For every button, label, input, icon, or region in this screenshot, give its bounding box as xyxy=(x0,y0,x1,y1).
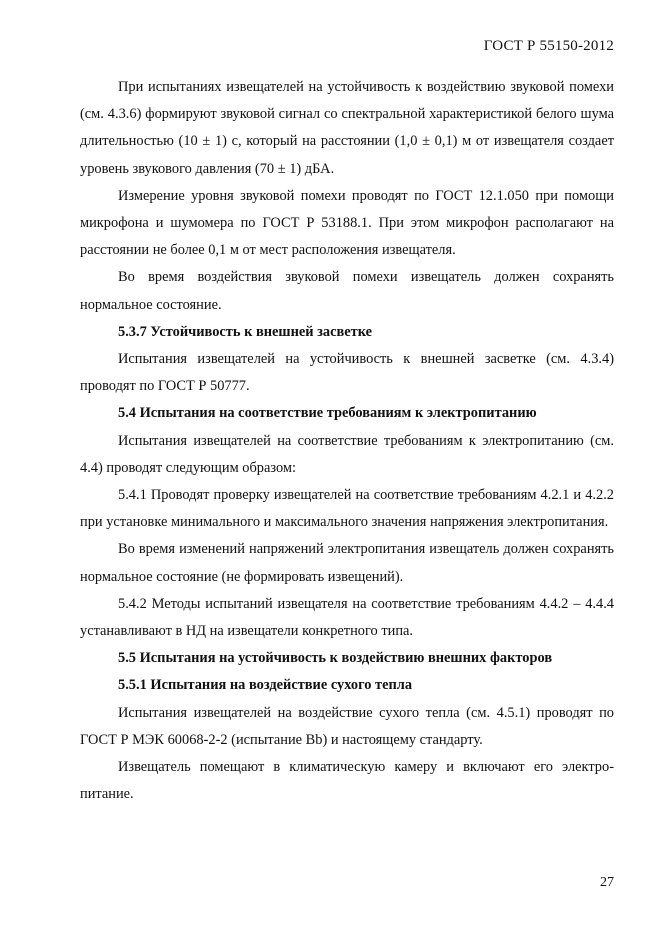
heading-5-3-7: 5.3.7 Устойчивость к внешней засветке xyxy=(118,323,373,340)
heading-5-5-1: 5.5.1 Испытания на воздействие сухого тепла xyxy=(118,677,413,694)
paragraph-power-test-intro: Испытания извещателей на соответствие требованиям к электропитанию (см. 4.4) проводят следующим образом: xyxy=(80,432,614,476)
paragraph-climate-chamber: Извещатель помещают в климатическую камеру и включают его электропитание. xyxy=(80,759,614,803)
paragraph-voltage-change-state: Во время изменений напряжений электропитания извещатель должен сохранять нормальное состояние (не формировать извещений). xyxy=(80,541,614,585)
page-number: 27 xyxy=(600,875,614,890)
paragraph-5-4-1: 5.4.1 Проводят проверку извещателей на соответствие требованиям 4.2.1 и 4.2.2 при установке минимального и максимального значения напряжения электропитания. xyxy=(80,487,614,531)
paragraph-noise-test-signal: При испытаниях извещателей на устойчивость к воздействию звуковой помехи (см. 4.3.6) формируют звуковой сигнал со спектральной характеристикой белого шума длительностью (10 ± 1) с, который на расстоянии (1,0 ± 0,1) м от извещателя создает уровень звукового давления (70 ± 1) дБА. xyxy=(80,79,614,177)
standard-designation: ГОСТ Р 55150-2012 xyxy=(483,38,614,54)
heading-5-4: 5.4 Испытания на соответствие требованиям к электропитанию xyxy=(118,405,537,422)
paragraph-noise-measurement: Измерение уровня звуковой помехи проводят по ГОСТ 12.1.050 при помощи микрофона и шумомера по ГОСТ Р 53188.1. При этом микрофон располагают на расстоянии не более 0,1 м от мест расположения извещателя. xyxy=(80,187,614,259)
paragraph-dry-heat-test: Испытания извещателей на воздействие сухого тепла (см. 4.5.1) проводят по ГОСТ Р МЭК 60068-2-2 (испытание Bb) и настоящему стандарту. xyxy=(80,704,614,748)
paragraph-5-4-2: 5.4.2 Методы испытаний извещателя на соответствие требованиям 4.4.2 – 4.4.4 устанавливают в НД на извещатели конкретного типа. xyxy=(80,595,614,640)
paragraph-noise-normal-state: Во время воздействия звуковой помехи извещатель должен сохранять нормальное состояние. xyxy=(80,269,614,313)
paragraph-external-light-test: Испытания извещателей на устойчивость к внешней засветке (см. 4.3.4) проводят по ГОСТ Р 50777. xyxy=(80,351,614,395)
document-body xyxy=(80,74,614,808)
heading-5-5: 5.5 Испытания на устойчивость к воздействию внешних факторов xyxy=(118,650,553,667)
